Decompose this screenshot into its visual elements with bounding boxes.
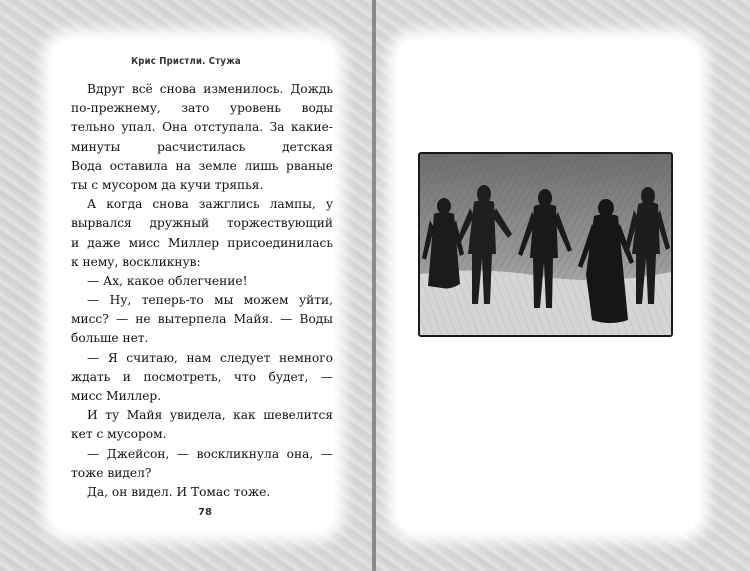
- text-line: тельно упал. Она отступала. За какие-: [71, 120, 333, 135]
- text-line: И ту Майя увидела, как шевелится: [87, 408, 333, 423]
- text-line: Да, он видел. И Томас тоже.: [87, 484, 271, 499]
- text-line: — Ах, какое облегчение!: [87, 273, 248, 288]
- page-number: 78: [198, 507, 212, 518]
- text-line: — Ну, теперь-то мы можем уйти,: [87, 293, 333, 308]
- text-line: вырвался дружный торжествующий: [71, 216, 333, 231]
- text-line: — Я считаю, нам следует немного: [87, 350, 333, 365]
- text-line: ты с мусором да кучи тряпья.: [71, 177, 264, 192]
- illustration: [418, 152, 673, 337]
- text-line: по-прежнему, зато уровень воды: [71, 101, 333, 116]
- text-line: больше нет.: [71, 331, 149, 346]
- text-line: ждать и посмотреть, что будет, —: [71, 369, 333, 384]
- text-line: А когда снова зажглись лампы, у: [87, 197, 333, 212]
- text-line: кет с мусором.: [71, 427, 167, 442]
- text-line: Вода оставила на земле лишь рваные: [71, 158, 333, 173]
- text-line: — Джейсон, — воскликнула она, —: [87, 446, 333, 461]
- running-head: Крис Пристли. Стужа: [131, 56, 241, 67]
- text-line: минуты расчистилась детская: [71, 139, 333, 154]
- text-line: мисс Миллер.: [71, 389, 162, 403]
- text-line: мисс? — не вытерпела Майя. — Воды: [71, 312, 333, 327]
- body-text: [71, 80, 333, 502]
- text-line: Вдруг всё снова изменилось. Дождь: [87, 82, 333, 96]
- text-line: и даже мисс Миллер присоединилась: [71, 235, 333, 250]
- illustration-drawing: [420, 154, 671, 335]
- text-line: к нему, воскликнув:: [71, 254, 201, 269]
- text-line: тоже видел?: [71, 465, 152, 480]
